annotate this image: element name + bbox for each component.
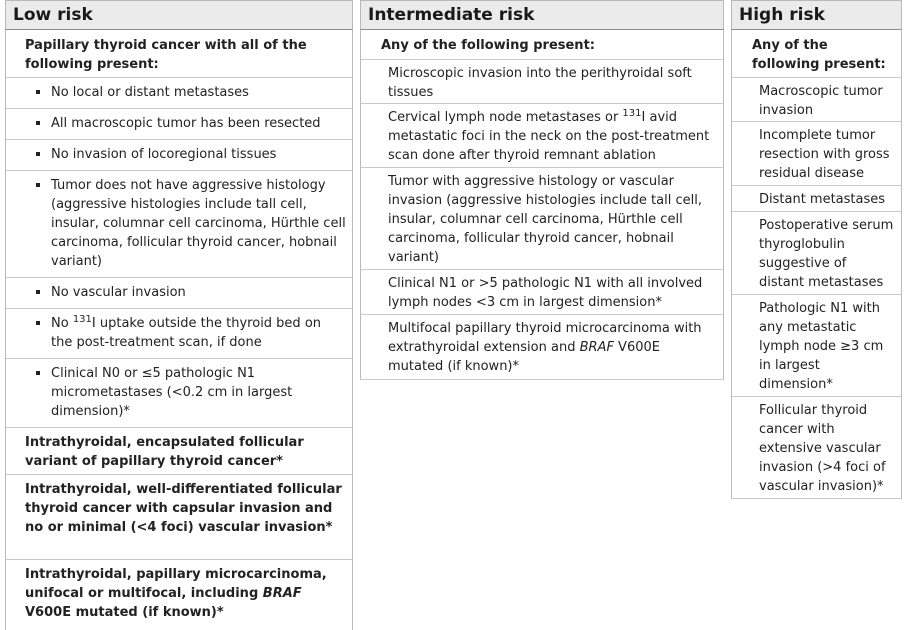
intermediate-risk-item: Multifocal papillary thyroid microcarcinoma with extrathyroidal extension and BRAF V600E mutated (if known)* <box>360 315 724 380</box>
low-risk-item: No $^{131}$I uptake outside the thyroid bed on the post-treatment scan, if done <box>5 309 353 359</box>
low-risk-item: Tumor does not have aggressive histology (aggressive histologies include tall cell, insular, columnar cell carcinoma, Hürthle cell carcinoma, follicular thyroid cancer, hobnail variant) <box>5 171 353 278</box>
high-risk-item: Macroscopic tumor invasion <box>731 78 902 122</box>
intermediate-risk-heading: Intermediate risk <box>360 0 724 30</box>
low-risk-item: No local or distant metastases <box>5 78 353 109</box>
bullet-icon <box>36 371 40 375</box>
low-risk-column <box>5 0 353 630</box>
high-risk-item: Pathologic N1 with any metastatic lymph node ≥3 cm in largest dimension* <box>731 295 902 397</box>
high-risk-item: Follicular thyroid cancer with extensive vascular invasion (>4 foci of vascular invasion)* <box>731 397 902 499</box>
intermediate-risk-column <box>360 0 724 380</box>
bullet-icon <box>36 90 40 94</box>
low-risk-criterion: Intrathyroidal, encapsulated follicular variant of papillary thyroid cancer* <box>5 428 353 475</box>
high-risk-item: Distant metastases <box>731 186 902 212</box>
bullet-icon <box>36 321 40 325</box>
intermediate-risk-item: Clinical N1 or >5 pathologic N1 with all involved lymph nodes <3 cm in largest dimension* <box>360 270 724 315</box>
high-risk-column <box>731 0 902 499</box>
high-risk-heading: High risk <box>731 0 902 30</box>
high-risk-header: Any of the following present: <box>731 30 902 78</box>
intermediate-risk-item: Tumor with aggressive histology or vascular invasion (aggressive histologies include tall cell, insular, columnar cell carcinoma, Hürthle cell carcinoma, follicular thyroid cancer, hobnail variant) <box>360 168 724 270</box>
low-risk-item: All macroscopic tumor has been resected <box>5 109 353 140</box>
bullet-icon <box>36 152 40 156</box>
low-risk-criterion: Intrathyroidal, papillary microcarcinoma, unifocal or multifocal, including BRAF V600E mutated (if known)* <box>5 560 353 630</box>
bullet-icon <box>36 121 40 125</box>
bullet-icon <box>36 290 40 294</box>
bullet-icon <box>36 183 40 187</box>
low-risk-criterion: Intrathyroidal, well-differentiated follicular thyroid cancer with capsular invasion and no or minimal (<4 foci) vascular invasion* <box>5 475 353 560</box>
low-risk-group-header: Papillary thyroid cancer with all of the following present: <box>5 30 353 78</box>
low-risk-item: No invasion of locoregional tissues <box>5 140 353 171</box>
low-risk-item: No vascular invasion <box>5 278 353 309</box>
high-risk-item: Postoperative serum thyroglobulin suggestive of distant metastases <box>731 212 902 295</box>
low-risk-heading: Low risk <box>5 0 353 30</box>
low-risk-item: Clinical N0 or ≤5 pathologic N1 micrometastases (<0.2 cm in largest dimension)* <box>5 359 353 428</box>
intermediate-risk-item: Microscopic invasion into the perithyroidal soft tissues <box>360 60 724 104</box>
intermediate-risk-header: Any of the following present: <box>360 30 724 60</box>
intermediate-risk-item: Cervical lymph node metastases or $^{131}$I avid metastatic foci in the neck on the post-treatment scan done after thyroid remnant ablation <box>360 104 724 168</box>
high-risk-item: Incomplete tumor resection with gross residual disease <box>731 122 902 186</box>
